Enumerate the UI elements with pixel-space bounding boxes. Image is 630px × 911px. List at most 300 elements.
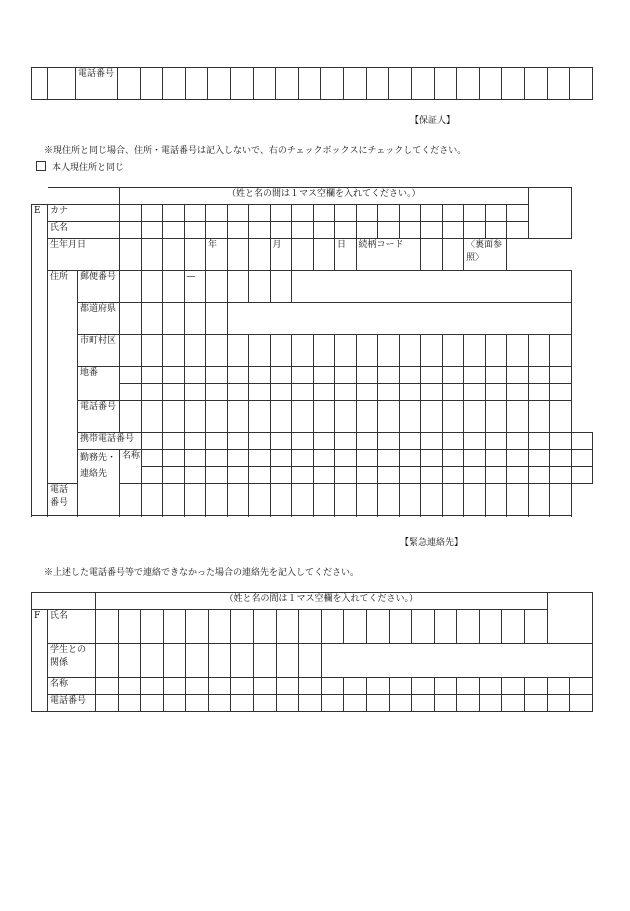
input-box[interactable] xyxy=(378,433,400,450)
input-box[interactable] xyxy=(227,484,249,516)
input-box[interactable] xyxy=(184,367,206,384)
input-box[interactable] xyxy=(206,450,228,467)
input-box[interactable] xyxy=(356,205,378,222)
input-box[interactable] xyxy=(227,450,249,467)
input-box[interactable] xyxy=(231,610,254,644)
input-box[interactable] xyxy=(479,678,502,695)
input-box[interactable] xyxy=(378,467,400,484)
input-box[interactable] xyxy=(120,384,142,401)
input-box[interactable] xyxy=(298,68,321,100)
input-box[interactable] xyxy=(184,335,206,367)
input-box[interactable] xyxy=(550,484,572,516)
input-box[interactable] xyxy=(227,401,249,433)
input-box[interactable] xyxy=(141,401,163,433)
input-box[interactable] xyxy=(502,610,525,644)
input-box[interactable] xyxy=(378,401,400,433)
input-box[interactable] xyxy=(254,695,277,712)
input-box[interactable] xyxy=(356,467,378,484)
input-box[interactable] xyxy=(442,239,464,271)
input-box[interactable] xyxy=(141,610,164,644)
input-box[interactable] xyxy=(292,367,314,384)
input-box[interactable] xyxy=(313,433,335,450)
input-box[interactable] xyxy=(249,239,271,271)
input-box[interactable] xyxy=(292,239,314,271)
input-box[interactable] xyxy=(442,484,464,516)
input-box[interactable] xyxy=(141,384,163,401)
input-box[interactable] xyxy=(231,68,254,100)
input-box[interactable] xyxy=(141,367,163,384)
input-box[interactable] xyxy=(184,450,206,467)
input-box[interactable] xyxy=(186,678,209,695)
input-box[interactable] xyxy=(186,695,209,712)
input-box[interactable] xyxy=(528,401,550,433)
input-box[interactable] xyxy=(270,271,292,303)
input-box[interactable] xyxy=(292,335,314,367)
input-box[interactable] xyxy=(464,384,486,401)
input-box[interactable] xyxy=(366,610,389,644)
input-box[interactable] xyxy=(507,205,529,222)
input-box[interactable] xyxy=(399,384,421,401)
input-box[interactable] xyxy=(249,433,271,450)
input-box[interactable] xyxy=(464,367,486,384)
input-box[interactable] xyxy=(141,484,163,516)
input-box[interactable] xyxy=(313,467,335,484)
input-box[interactable] xyxy=(249,367,271,384)
input-box[interactable] xyxy=(550,367,572,384)
input-box[interactable] xyxy=(550,433,572,450)
input-box[interactable] xyxy=(366,678,389,695)
input-box[interactable] xyxy=(120,367,142,384)
input-box[interactable] xyxy=(366,68,389,100)
input-box[interactable] xyxy=(550,467,572,484)
input-box[interactable] xyxy=(378,222,400,239)
input-box[interactable] xyxy=(528,367,550,384)
input-box[interactable] xyxy=(411,68,434,100)
input-box[interactable] xyxy=(507,484,529,516)
input-box[interactable] xyxy=(528,450,550,467)
input-box[interactable] xyxy=(120,271,142,303)
input-box[interactable] xyxy=(524,610,547,644)
input-box[interactable] xyxy=(485,450,507,467)
input-box[interactable] xyxy=(141,335,163,367)
input-box[interactable] xyxy=(270,450,292,467)
input-box[interactable] xyxy=(163,68,186,100)
input-box[interactable] xyxy=(163,467,185,484)
input-box[interactable] xyxy=(507,222,529,239)
input-box[interactable] xyxy=(270,222,292,239)
input-box[interactable] xyxy=(96,678,119,695)
input-box[interactable] xyxy=(118,695,141,712)
input-box[interactable] xyxy=(141,271,163,303)
input-box[interactable] xyxy=(356,384,378,401)
input-box[interactable] xyxy=(457,610,480,644)
input-box[interactable] xyxy=(206,433,228,450)
input-box[interactable] xyxy=(434,678,457,695)
input-box[interactable] xyxy=(464,467,486,484)
input-box[interactable] xyxy=(464,450,486,467)
input-box[interactable] xyxy=(299,678,322,695)
input-box[interactable] xyxy=(335,367,357,384)
input-box[interactable] xyxy=(231,644,254,678)
input-box[interactable] xyxy=(502,695,525,712)
input-box[interactable] xyxy=(421,335,443,367)
input-box[interactable] xyxy=(485,205,507,222)
input-box[interactable] xyxy=(206,335,228,367)
input-box[interactable] xyxy=(571,433,593,450)
input-box[interactable] xyxy=(399,450,421,467)
input-box[interactable] xyxy=(270,484,292,516)
input-box[interactable] xyxy=(249,467,271,484)
input-box[interactable] xyxy=(227,222,249,239)
input-box[interactable] xyxy=(249,335,271,367)
input-box[interactable] xyxy=(399,467,421,484)
input-box[interactable] xyxy=(421,205,443,222)
input-box[interactable] xyxy=(389,678,412,695)
input-box[interactable] xyxy=(378,335,400,367)
input-box[interactable] xyxy=(399,222,421,239)
input-box[interactable] xyxy=(184,401,206,433)
input-box[interactable] xyxy=(313,239,335,271)
input-box[interactable] xyxy=(570,678,593,695)
same-address-checkbox-row[interactable] xyxy=(36,161,124,174)
input-box[interactable] xyxy=(313,384,335,401)
input-box[interactable] xyxy=(141,467,163,484)
input-box[interactable] xyxy=(434,68,457,100)
input-box[interactable] xyxy=(208,695,231,712)
input-box[interactable] xyxy=(389,610,412,644)
input-box[interactable] xyxy=(270,205,292,222)
input-box[interactable] xyxy=(299,644,322,678)
input-box[interactable] xyxy=(321,695,344,712)
input-box[interactable] xyxy=(507,467,529,484)
input-box[interactable] xyxy=(442,401,464,433)
input-box[interactable] xyxy=(227,467,249,484)
input-box[interactable] xyxy=(208,678,231,695)
input-box[interactable] xyxy=(206,484,228,516)
input-box[interactable] xyxy=(464,335,486,367)
input-box[interactable] xyxy=(550,384,572,401)
input-box[interactable] xyxy=(356,450,378,467)
input-box[interactable] xyxy=(547,678,570,695)
input-box[interactable] xyxy=(184,484,206,516)
input-box[interactable] xyxy=(163,335,185,367)
input-box[interactable] xyxy=(442,222,464,239)
input-box[interactable] xyxy=(227,303,571,335)
input-box[interactable] xyxy=(254,644,277,678)
input-box[interactable] xyxy=(313,401,335,433)
input-box[interactable] xyxy=(206,205,228,222)
input-box[interactable] xyxy=(254,610,277,644)
input-box[interactable] xyxy=(528,433,550,450)
input-box[interactable] xyxy=(507,367,529,384)
input-box[interactable] xyxy=(335,384,357,401)
input-box[interactable] xyxy=(464,222,486,239)
input-box[interactable] xyxy=(507,433,529,450)
input-box[interactable] xyxy=(249,450,271,467)
input-box[interactable] xyxy=(292,467,314,484)
input-box[interactable] xyxy=(321,678,344,695)
input-box[interactable] xyxy=(366,695,389,712)
input-box[interactable] xyxy=(570,68,593,100)
input-box[interactable] xyxy=(163,205,185,222)
input-box[interactable] xyxy=(378,450,400,467)
input-box[interactable] xyxy=(96,610,119,644)
input-box[interactable] xyxy=(206,222,228,239)
input-box[interactable] xyxy=(524,695,547,712)
input-box[interactable] xyxy=(292,271,572,303)
input-box[interactable] xyxy=(335,467,357,484)
input-box[interactable] xyxy=(434,695,457,712)
input-box[interactable] xyxy=(231,695,254,712)
input-box[interactable] xyxy=(163,610,186,644)
input-box[interactable] xyxy=(442,335,464,367)
input-box[interactable] xyxy=(412,678,435,695)
input-box[interactable] xyxy=(120,222,142,239)
input-box[interactable] xyxy=(254,678,277,695)
input-box[interactable] xyxy=(502,678,525,695)
input-box[interactable] xyxy=(141,239,163,271)
input-box[interactable] xyxy=(163,384,185,401)
input-box[interactable] xyxy=(378,367,400,384)
input-box[interactable] xyxy=(163,401,185,433)
input-box[interactable] xyxy=(421,433,443,450)
input-box[interactable] xyxy=(208,610,231,644)
input-box[interactable] xyxy=(550,401,572,433)
input-box[interactable] xyxy=(571,450,593,467)
input-box[interactable] xyxy=(399,433,421,450)
input-box[interactable] xyxy=(550,450,572,467)
input-box[interactable] xyxy=(249,271,271,303)
input-box[interactable] xyxy=(485,484,507,516)
input-box[interactable] xyxy=(321,68,344,100)
input-box[interactable] xyxy=(335,484,357,516)
input-box[interactable] xyxy=(356,367,378,384)
input-box[interactable] xyxy=(276,68,299,100)
input-box[interactable] xyxy=(344,695,367,712)
input-box[interactable] xyxy=(442,450,464,467)
input-box[interactable] xyxy=(270,335,292,367)
input-box[interactable] xyxy=(434,610,457,644)
input-box[interactable] xyxy=(292,484,314,516)
input-box[interactable] xyxy=(163,484,185,516)
input-box[interactable] xyxy=(185,68,208,100)
input-box[interactable] xyxy=(206,384,228,401)
input-box[interactable] xyxy=(313,205,335,222)
input-box[interactable] xyxy=(313,367,335,384)
input-box[interactable] xyxy=(141,678,164,695)
input-box[interactable] xyxy=(313,222,335,239)
input-box[interactable] xyxy=(464,484,486,516)
input-box[interactable] xyxy=(457,695,480,712)
input-box[interactable] xyxy=(299,610,322,644)
input-box[interactable] xyxy=(120,335,142,367)
input-box[interactable] xyxy=(507,450,529,467)
input-box[interactable] xyxy=(292,222,314,239)
input-box[interactable] xyxy=(276,610,299,644)
input-box[interactable] xyxy=(206,271,228,303)
input-box[interactable] xyxy=(442,467,464,484)
input-box[interactable] xyxy=(421,401,443,433)
input-box[interactable] xyxy=(163,678,186,695)
input-box[interactable] xyxy=(313,484,335,516)
input-box[interactable] xyxy=(184,384,206,401)
input-box[interactable] xyxy=(163,433,185,450)
input-box[interactable] xyxy=(550,335,572,367)
input-box[interactable] xyxy=(335,335,357,367)
input-box[interactable] xyxy=(163,695,186,712)
input-box[interactable] xyxy=(479,610,502,644)
input-box[interactable] xyxy=(479,695,502,712)
input-box[interactable] xyxy=(502,68,525,100)
input-box[interactable] xyxy=(421,450,443,467)
input-box[interactable] xyxy=(184,303,206,335)
input-box[interactable] xyxy=(141,433,163,450)
input-box[interactable] xyxy=(399,335,421,367)
input-box[interactable] xyxy=(378,205,400,222)
input-box[interactable] xyxy=(227,239,249,271)
input-box[interactable] xyxy=(528,335,550,367)
input-box[interactable] xyxy=(186,610,209,644)
input-box[interactable] xyxy=(120,205,142,222)
input-box[interactable] xyxy=(184,433,206,450)
input-box[interactable] xyxy=(507,401,529,433)
input-box[interactable] xyxy=(421,367,443,384)
input-box[interactable] xyxy=(163,303,185,335)
input-box[interactable] xyxy=(344,678,367,695)
input-box[interactable] xyxy=(208,68,231,100)
input-box[interactable] xyxy=(464,205,486,222)
input-box[interactable] xyxy=(118,644,141,678)
input-box[interactable] xyxy=(141,205,163,222)
input-box[interactable] xyxy=(163,271,185,303)
input-box[interactable] xyxy=(118,678,141,695)
input-box[interactable] xyxy=(335,205,357,222)
input-box[interactable] xyxy=(227,335,249,367)
input-box[interactable] xyxy=(485,467,507,484)
input-box[interactable] xyxy=(276,644,299,678)
input-box[interactable] xyxy=(270,384,292,401)
input-box[interactable] xyxy=(249,401,271,433)
input-box[interactable] xyxy=(356,433,378,450)
input-box[interactable] xyxy=(528,467,550,484)
input-box[interactable] xyxy=(321,610,344,644)
input-box[interactable] xyxy=(356,484,378,516)
input-box[interactable] xyxy=(96,695,119,712)
input-box[interactable] xyxy=(292,205,314,222)
input-box[interactable] xyxy=(485,335,507,367)
input-box[interactable] xyxy=(399,205,421,222)
input-box[interactable] xyxy=(421,239,443,271)
input-box[interactable] xyxy=(276,695,299,712)
input-box[interactable] xyxy=(399,367,421,384)
input-box[interactable] xyxy=(356,222,378,239)
input-box[interactable] xyxy=(270,367,292,384)
input-box[interactable] xyxy=(120,303,142,335)
input-box[interactable] xyxy=(412,610,435,644)
input-box[interactable] xyxy=(141,222,163,239)
input-box[interactable] xyxy=(96,644,119,678)
input-box[interactable] xyxy=(163,450,185,467)
input-box[interactable] xyxy=(335,401,357,433)
input-box[interactable] xyxy=(399,484,421,516)
input-box[interactable] xyxy=(507,335,529,367)
input-box[interactable] xyxy=(528,384,550,401)
same-address-checkbox[interactable] xyxy=(36,161,46,171)
input-box[interactable] xyxy=(227,384,249,401)
input-box[interactable] xyxy=(231,678,254,695)
input-box[interactable] xyxy=(344,610,367,644)
input-box[interactable] xyxy=(507,384,529,401)
input-box[interactable] xyxy=(570,695,593,712)
input-box[interactable] xyxy=(464,433,486,450)
input-box[interactable] xyxy=(276,678,299,695)
input-box[interactable] xyxy=(399,401,421,433)
input-box[interactable] xyxy=(421,384,443,401)
input-box[interactable] xyxy=(528,484,550,516)
input-box[interactable] xyxy=(141,450,163,467)
input-box[interactable] xyxy=(457,678,480,695)
input-box[interactable] xyxy=(120,484,142,516)
input-box[interactable] xyxy=(292,450,314,467)
input-box[interactable] xyxy=(524,68,547,100)
input-box[interactable] xyxy=(206,303,228,335)
input-box[interactable] xyxy=(206,401,228,433)
input-box[interactable] xyxy=(206,467,228,484)
input-box[interactable] xyxy=(118,610,141,644)
input-box[interactable] xyxy=(163,239,185,271)
input-box[interactable] xyxy=(421,222,443,239)
input-box[interactable] xyxy=(464,401,486,433)
input-box[interactable] xyxy=(547,695,570,712)
input-box[interactable] xyxy=(184,205,206,222)
input-box[interactable] xyxy=(571,467,593,484)
input-box[interactable] xyxy=(186,644,209,678)
input-box[interactable] xyxy=(206,367,228,384)
input-box[interactable] xyxy=(227,367,249,384)
input-box[interactable] xyxy=(141,303,163,335)
input-box[interactable] xyxy=(485,433,507,450)
input-box[interactable] xyxy=(292,401,314,433)
input-box[interactable] xyxy=(184,239,206,271)
input-box[interactable] xyxy=(184,467,206,484)
input-box[interactable] xyxy=(442,205,464,222)
input-box[interactable] xyxy=(442,433,464,450)
input-box[interactable] xyxy=(141,695,164,712)
input-box[interactable] xyxy=(389,68,412,100)
input-box[interactable] xyxy=(208,644,231,678)
input-box[interactable] xyxy=(292,433,314,450)
input-box[interactable] xyxy=(249,205,271,222)
input-box[interactable] xyxy=(321,644,592,678)
input-box[interactable] xyxy=(378,484,400,516)
input-box[interactable] xyxy=(412,695,435,712)
input-box[interactable] xyxy=(442,367,464,384)
input-box[interactable] xyxy=(249,222,271,239)
input-box[interactable] xyxy=(184,222,206,239)
input-box[interactable] xyxy=(485,222,507,239)
input-box[interactable] xyxy=(389,695,412,712)
input-box[interactable] xyxy=(118,68,141,100)
input-box[interactable] xyxy=(356,401,378,433)
input-box[interactable] xyxy=(253,68,276,100)
input-box[interactable] xyxy=(457,68,480,100)
input-box[interactable] xyxy=(299,695,322,712)
input-box[interactable] xyxy=(344,68,367,100)
input-box[interactable] xyxy=(163,367,185,384)
input-box[interactable] xyxy=(120,239,142,271)
input-box[interactable] xyxy=(270,467,292,484)
input-box[interactable] xyxy=(356,335,378,367)
